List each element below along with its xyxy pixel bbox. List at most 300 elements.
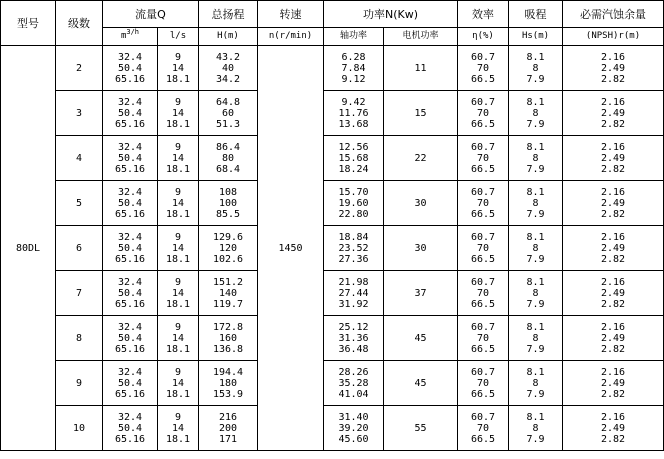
header-flow: 流量Q	[103, 1, 199, 28]
shaft-power-cell-value: 28.26	[338, 366, 369, 378]
subheader-flow-m3h-sup: 3/h	[126, 28, 140, 36]
subheader-flow-ls: l/s	[158, 28, 199, 46]
suction-cell-value: 7.9	[526, 208, 545, 220]
npsh-cell-value: 2.82	[600, 298, 626, 310]
head-cell-value: 140	[218, 287, 238, 299]
npsh-cell-value: 2.49	[600, 377, 626, 389]
table-row	[1, 271, 664, 316]
header-power: 功率N(Kw)	[324, 1, 458, 28]
shaft-power-cell-value: 21.98	[338, 276, 369, 288]
suction-cell-value: 8	[532, 152, 539, 164]
flow-ls-cell-value: 14	[171, 62, 185, 74]
shaft-power-cell	[324, 316, 384, 361]
head-cell-value: 60	[221, 107, 235, 119]
head-cell-value: 51.3	[215, 118, 241, 130]
flow-m3h-cell-value: 32.4	[117, 96, 143, 108]
efficiency-cell-value: 66.5	[470, 253, 496, 265]
head-cell-value: 100	[218, 197, 238, 209]
flow-m3h-cell-value: 50.4	[117, 62, 143, 74]
flow-m3h-cell-value: 65.16	[114, 343, 146, 355]
npsh-cell-value: 2.82	[600, 343, 626, 355]
efficiency-cell-value: 60.7	[470, 51, 496, 63]
flow-ls-cell	[158, 181, 199, 226]
suction-cell-value: 7.9	[526, 163, 545, 175]
header-speed: 转速	[258, 1, 324, 28]
npsh-cell-value: 2.49	[600, 62, 626, 74]
npsh-cell	[563, 181, 664, 226]
npsh-cell-value: 2.16	[600, 411, 626, 423]
shaft-power-cell-value: 31.36	[338, 332, 369, 344]
flow-ls-cell-value: 18.1	[165, 163, 191, 175]
head-cell-value: 136.8	[212, 343, 244, 355]
flow-ls-cell	[158, 271, 199, 316]
subheader-motor-power: 电机功率	[384, 28, 458, 46]
shaft-power-cell-value: 41.04	[338, 388, 369, 400]
npsh-cell	[563, 316, 664, 361]
efficiency-cell-value: 70	[476, 287, 490, 299]
suction-cell-value: 7.9	[526, 343, 545, 355]
flow-ls-cell-value: 9	[174, 96, 182, 108]
shaft-power-cell	[324, 226, 384, 271]
suction-cell-value: 8.1	[526, 186, 545, 198]
shaft-power-cell-value: 15.70	[338, 186, 369, 198]
flow-m3h-cell-value: 32.4	[117, 366, 143, 378]
table-row	[1, 181, 664, 226]
flow-ls-cell-value: 14	[171, 377, 185, 389]
efficiency-cell	[458, 46, 509, 91]
flow-m3h-cell-value: 50.4	[117, 422, 143, 434]
flow-ls-cell-value: 14	[171, 287, 185, 299]
flow-ls-cell	[158, 46, 199, 91]
suction-cell-value: 8.1	[526, 51, 545, 63]
stage-cell: 10	[56, 406, 103, 451]
head-cell-value: 216	[218, 411, 238, 423]
efficiency-cell-value: 70	[476, 107, 490, 119]
suction-cell-value: 7.9	[526, 253, 545, 265]
head-cell	[199, 91, 258, 136]
head-cell-value: 129.6	[212, 231, 244, 243]
npsh-cell	[563, 46, 664, 91]
efficiency-cell-value: 66.5	[470, 388, 496, 400]
npsh-cell	[563, 226, 664, 271]
stage-cell: 3	[56, 91, 103, 136]
suction-cell	[509, 46, 563, 91]
suction-cell-value: 8	[532, 332, 539, 344]
efficiency-cell-value: 66.5	[470, 433, 496, 445]
suction-cell	[509, 316, 563, 361]
npsh-cell-value: 2.16	[600, 51, 626, 63]
shaft-power-cell-value: 35.28	[338, 377, 369, 389]
stage-cell: 2	[56, 46, 103, 91]
head-cell	[199, 181, 258, 226]
flow-ls-cell-value: 9	[174, 231, 182, 243]
efficiency-cell	[458, 181, 509, 226]
head-cell	[199, 361, 258, 406]
flow-m3h-cell	[103, 181, 158, 226]
shaft-power-cell	[324, 136, 384, 181]
motor-power-cell: 15	[384, 91, 458, 136]
head-cell-value: 171	[218, 433, 238, 445]
flow-m3h-cell	[103, 316, 158, 361]
shaft-power-cell-value: 7.84	[341, 62, 366, 74]
flow-ls-cell-value: 18.1	[165, 253, 191, 265]
flow-ls-cell-value: 18.1	[165, 298, 191, 310]
npsh-cell-value: 2.49	[600, 152, 626, 164]
npsh-cell-value: 2.16	[600, 366, 626, 378]
npsh-cell-value: 2.16	[600, 96, 626, 108]
flow-ls-cell-value: 14	[171, 242, 185, 254]
subheader-efficiency-unit: η(%)	[458, 28, 509, 46]
npsh-cell	[563, 136, 664, 181]
flow-m3h-cell-value: 65.16	[114, 298, 146, 310]
suction-cell-value: 7.9	[526, 433, 545, 445]
subheader-shaft-power: 轴功率	[324, 28, 384, 46]
shaft-power-cell-value: 25.12	[338, 321, 369, 333]
header-head: 总扬程	[199, 1, 258, 28]
efficiency-cell	[458, 226, 509, 271]
efficiency-cell-value: 70	[476, 197, 490, 209]
stage-cell: 9	[56, 361, 103, 406]
flow-ls-cell-value: 18.1	[165, 73, 191, 85]
shaft-power-cell-value: 18.84	[338, 231, 369, 243]
table-row	[1, 136, 664, 181]
suction-cell-value: 7.9	[526, 118, 545, 130]
table-row	[1, 226, 664, 271]
suction-cell-value: 8	[532, 422, 539, 434]
flow-m3h-cell-value: 50.4	[117, 287, 143, 299]
stage-cell: 8	[56, 316, 103, 361]
head-cell-value: 108	[218, 186, 238, 198]
head-cell-value: 85.5	[215, 208, 241, 220]
shaft-power-cell	[324, 271, 384, 316]
subheader-speed-unit: n(r/min)	[258, 28, 324, 46]
header-suction: 吸程	[509, 1, 563, 28]
suction-cell-value: 7.9	[526, 298, 545, 310]
npsh-cell-value: 2.82	[600, 388, 626, 400]
table-row	[1, 91, 664, 136]
suction-cell-value: 8	[532, 287, 539, 299]
efficiency-cell-value: 70	[476, 62, 490, 74]
header-row	[1, 1, 664, 28]
flow-ls-cell-value: 18.1	[165, 433, 191, 445]
npsh-cell-value: 2.49	[600, 242, 626, 254]
efficiency-cell-value: 66.5	[470, 343, 496, 355]
shaft-power-cell-value: 9.42	[341, 96, 366, 108]
flow-m3h-cell-value: 65.16	[114, 73, 146, 85]
efficiency-cell-value: 60.7	[470, 276, 496, 288]
table-row	[1, 316, 664, 361]
flow-m3h-cell	[103, 91, 158, 136]
efficiency-cell-value: 66.5	[470, 163, 496, 175]
suction-cell	[509, 181, 563, 226]
head-cell-value: 34.2	[215, 73, 241, 85]
efficiency-cell-value: 70	[476, 242, 490, 254]
flow-ls-cell-value: 14	[171, 197, 185, 209]
shaft-power-cell	[324, 46, 384, 91]
shaft-power-cell-value: 31.92	[338, 298, 369, 310]
shaft-power-cell-value: 18.24	[338, 163, 369, 175]
head-cell	[199, 271, 258, 316]
table-row	[1, 406, 664, 451]
head-cell-value: 102.6	[212, 253, 244, 265]
head-cell-value: 43.2	[215, 51, 241, 63]
flow-m3h-cell-value: 32.4	[117, 51, 143, 63]
head-cell-value: 86.4	[215, 141, 241, 153]
head-cell-value: 153.9	[212, 388, 244, 400]
npsh-cell-value: 2.82	[600, 433, 626, 445]
flow-m3h-cell-value: 65.16	[114, 433, 146, 445]
model-cell: 80DL	[1, 46, 56, 451]
motor-power-cell: 11	[384, 46, 458, 91]
shaft-power-cell-value: 45.60	[338, 433, 369, 445]
header-efficiency: 效率	[458, 1, 509, 28]
shaft-power-cell	[324, 181, 384, 226]
flow-ls-cell-value: 9	[174, 276, 182, 288]
flow-ls-cell	[158, 316, 199, 361]
npsh-cell	[563, 271, 664, 316]
flow-ls-cell	[158, 91, 199, 136]
head-cell-value: 120	[218, 242, 238, 254]
flow-m3h-cell-value: 65.16	[114, 163, 146, 175]
flow-m3h-cell-value: 32.4	[117, 141, 143, 153]
header-model: 型号	[1, 1, 56, 46]
npsh-cell-value: 2.82	[600, 163, 626, 175]
header-stages: 级数	[56, 1, 103, 46]
subheader-suction-unit: Hs(m)	[509, 28, 563, 46]
table-row	[1, 46, 664, 91]
npsh-cell	[563, 361, 664, 406]
efficiency-cell	[458, 91, 509, 136]
flow-ls-cell-value: 18.1	[165, 118, 191, 130]
flow-ls-cell-value: 9	[174, 321, 182, 333]
shaft-power-cell-value: 36.48	[338, 343, 369, 355]
speed-cell: 1450	[258, 46, 324, 451]
suction-cell	[509, 136, 563, 181]
suction-cell-value: 7.9	[526, 73, 545, 85]
flow-m3h-cell-value: 65.16	[114, 253, 146, 265]
suction-cell	[509, 91, 563, 136]
suction-cell-value: 8.1	[526, 276, 545, 288]
npsh-cell-value: 2.82	[600, 253, 626, 265]
suction-cell	[509, 361, 563, 406]
flow-m3h-cell	[103, 46, 158, 91]
suction-cell-value: 8	[532, 377, 539, 389]
npsh-cell-value: 2.49	[600, 197, 626, 209]
flow-m3h-cell-value: 32.4	[117, 411, 143, 423]
flow-m3h-cell	[103, 136, 158, 181]
npsh-cell-value: 2.82	[600, 208, 626, 220]
shaft-power-cell-value: 23.52	[338, 242, 369, 254]
suction-cell-value: 8.1	[526, 321, 545, 333]
efficiency-cell	[458, 361, 509, 406]
head-cell-value: 160	[218, 332, 238, 344]
npsh-cell	[563, 406, 664, 451]
efficiency-cell-value: 66.5	[470, 118, 496, 130]
shaft-power-cell-value: 6.28	[341, 51, 366, 63]
head-cell-value: 151.2	[212, 276, 244, 288]
motor-power-cell: 37	[384, 271, 458, 316]
shaft-power-cell	[324, 406, 384, 451]
head-cell-value: 200	[218, 422, 238, 434]
head-cell-value: 119.7	[212, 298, 244, 310]
head-cell	[199, 136, 258, 181]
npsh-cell-value: 2.49	[600, 287, 626, 299]
npsh-cell-value: 2.16	[600, 186, 626, 198]
flow-ls-cell-value: 9	[174, 51, 182, 63]
suction-cell	[509, 406, 563, 451]
npsh-cell-value: 2.16	[600, 231, 626, 243]
flow-ls-cell-value: 14	[171, 107, 185, 119]
table-row	[1, 361, 664, 406]
flow-ls-cell-value: 18.1	[165, 388, 191, 400]
npsh-cell-value: 2.16	[600, 141, 626, 153]
shaft-power-cell-value: 11.76	[338, 107, 369, 119]
head-cell	[199, 46, 258, 91]
flow-m3h-cell-value: 50.4	[117, 332, 143, 344]
npsh-cell-value: 2.49	[600, 332, 626, 344]
suction-cell-value: 8.1	[526, 141, 545, 153]
motor-power-cell: 45	[384, 361, 458, 406]
flow-m3h-cell-value: 32.4	[117, 186, 143, 198]
efficiency-cell-value: 70	[476, 422, 490, 434]
motor-power-cell: 30	[384, 226, 458, 271]
shaft-power-cell	[324, 91, 384, 136]
flow-m3h-cell-value: 65.16	[114, 208, 146, 220]
efficiency-cell-value: 70	[476, 152, 490, 164]
suction-cell-value: 8	[532, 197, 539, 209]
head-cell-value: 40	[221, 62, 235, 74]
efficiency-cell-value: 60.7	[470, 231, 496, 243]
shaft-power-cell-value: 27.44	[338, 287, 369, 299]
flow-ls-cell-value: 14	[171, 422, 185, 434]
flow-ls-cell-value: 18.1	[165, 208, 191, 220]
head-cell	[199, 406, 258, 451]
shaft-power-cell-value: 31.40	[338, 411, 369, 423]
efficiency-cell-value: 60.7	[470, 96, 496, 108]
flow-m3h-cell-value: 32.4	[117, 276, 143, 288]
shaft-power-cell-value: 22.80	[338, 208, 369, 220]
npsh-cell-value: 2.16	[600, 276, 626, 288]
flow-m3h-cell-value: 50.4	[117, 152, 143, 164]
flow-m3h-cell-value: 50.4	[117, 377, 143, 389]
flow-m3h-cell	[103, 361, 158, 406]
motor-power-cell: 30	[384, 181, 458, 226]
shaft-power-cell-value: 12.56	[338, 141, 369, 153]
suction-cell-value: 8.1	[526, 96, 545, 108]
motor-power-cell: 22	[384, 136, 458, 181]
efficiency-cell-value: 70	[476, 377, 490, 389]
subheader-head-unit: H(m)	[199, 28, 258, 46]
efficiency-cell-value: 66.5	[470, 73, 496, 85]
shaft-power-cell-value: 19.60	[338, 197, 369, 209]
suction-cell-value: 8.1	[526, 411, 545, 423]
flow-m3h-cell-value: 65.16	[114, 118, 146, 130]
flow-ls-cell-value: 9	[174, 366, 182, 378]
efficiency-cell-value: 60.7	[470, 141, 496, 153]
efficiency-cell-value: 70	[476, 332, 490, 344]
flow-m3h-cell	[103, 226, 158, 271]
head-cell	[199, 226, 258, 271]
head-cell-value: 64.8	[215, 96, 241, 108]
flow-ls-cell-value: 14	[171, 152, 185, 164]
stage-cell: 4	[56, 136, 103, 181]
suction-cell-value: 8.1	[526, 366, 545, 378]
stage-cell: 7	[56, 271, 103, 316]
subheader-flow-m3h	[103, 28, 158, 46]
flow-m3h-cell	[103, 406, 158, 451]
efficiency-cell-value: 60.7	[470, 366, 496, 378]
shaft-power-cell-value: 9.12	[341, 73, 366, 85]
flow-m3h-cell-value: 50.4	[117, 197, 143, 209]
shaft-power-cell-value: 13.68	[338, 118, 369, 130]
flow-ls-cell-value: 9	[174, 141, 182, 153]
npsh-cell-value: 2.82	[600, 73, 626, 85]
flow-ls-cell	[158, 226, 199, 271]
flow-m3h-cell	[103, 271, 158, 316]
efficiency-cell	[458, 271, 509, 316]
efficiency-cell-value: 60.7	[470, 321, 496, 333]
stage-cell: 6	[56, 226, 103, 271]
suction-cell	[509, 226, 563, 271]
motor-power-cell: 45	[384, 316, 458, 361]
npsh-cell-value: 2.82	[600, 118, 626, 130]
npsh-cell	[563, 91, 664, 136]
npsh-cell-value: 2.49	[600, 422, 626, 434]
shaft-power-cell-value: 39.20	[338, 422, 369, 434]
head-cell-value: 180	[218, 377, 238, 389]
flow-ls-cell	[158, 136, 199, 181]
flow-ls-cell	[158, 406, 199, 451]
flow-m3h-cell-value: 50.4	[117, 242, 143, 254]
suction-cell-value: 8	[532, 242, 539, 254]
flow-ls-cell-value: 9	[174, 186, 182, 198]
efficiency-cell	[458, 316, 509, 361]
suction-cell-value: 8	[532, 107, 539, 119]
npsh-cell-value: 2.49	[600, 107, 626, 119]
flow-ls-cell	[158, 361, 199, 406]
shaft-power-cell-value: 15.68	[338, 152, 369, 164]
suction-cell-value: 7.9	[526, 388, 545, 400]
efficiency-cell-value: 66.5	[470, 298, 496, 310]
header-npsh: 必需汽蚀余量	[563, 1, 664, 28]
flow-m3h-cell-value: 65.16	[114, 388, 146, 400]
head-cell-value: 68.4	[215, 163, 241, 175]
flow-m3h-cell-value: 32.4	[117, 231, 143, 243]
flow-ls-cell-value: 9	[174, 411, 182, 423]
shaft-power-cell	[324, 361, 384, 406]
efficiency-cell-value: 66.5	[470, 208, 496, 220]
efficiency-cell-value: 60.7	[470, 186, 496, 198]
stage-cell: 5	[56, 181, 103, 226]
motor-power-cell: 55	[384, 406, 458, 451]
head-cell	[199, 316, 258, 361]
efficiency-cell-value: 60.7	[470, 411, 496, 423]
npsh-cell-value: 2.16	[600, 321, 626, 333]
flow-m3h-cell-value: 32.4	[117, 321, 143, 333]
subheader-flow-m3h-base: m	[120, 31, 127, 41]
head-cell-value: 194.4	[212, 366, 244, 378]
subheader-npsh-unit: (NPSH)r(m)	[563, 28, 664, 46]
shaft-power-cell-value: 27.36	[338, 253, 369, 265]
suction-cell-value: 8.1	[526, 231, 545, 243]
flow-ls-cell-value: 14	[171, 332, 185, 344]
efficiency-cell	[458, 406, 509, 451]
head-cell-value: 80	[221, 152, 235, 164]
suction-cell-value: 8	[532, 62, 539, 74]
flow-ls-cell-value: 18.1	[165, 343, 191, 355]
table-body	[1, 46, 664, 451]
flow-m3h-cell-value: 50.4	[117, 107, 143, 119]
